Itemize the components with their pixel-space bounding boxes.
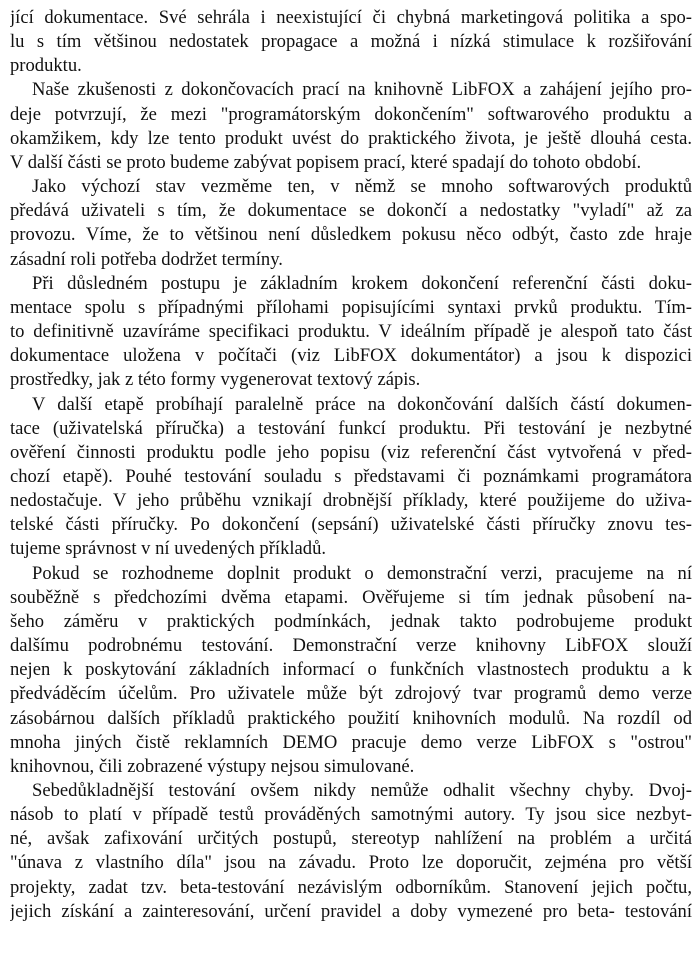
text-line: V další etapě probíhají paralelně práce na dokončování dalších částí dokumen- [32, 393, 692, 415]
paragraph [10, 78, 692, 175]
text-line: Naše zkušenosti z dokončovacích prací na knihovně LibFOX a zahájení jejího pro- [32, 79, 692, 101]
text-line: nedostačuje. V jeho průběhu vznikají drobnější příklady, které použijeme do uživa- [10, 490, 692, 512]
text-line: provozu. Víme, že to většinou není důsledkem pokusu něco odbýt, často zde hraje [10, 224, 692, 246]
text-line: projekty, zadat tzv. beta-testování nezávislým odborníkům. Stanovení jejich počtu, [10, 876, 692, 898]
text-line: telské části příručky. Po dokončení (sepsání) uživatelské části příručky znovu tes- [10, 514, 692, 536]
text-line: jící dokumentace. Své sehrála i neexistující či chybná marketingová politika a spo- [10, 7, 692, 28]
text-line: to definitivně uzavíráme specifikaci produktu. V ideálním případě je alespoň tato část [10, 321, 692, 343]
text-line: tace (uživatelská příručka) a testování funkcí produktu. Při testování je nezbytné [10, 417, 692, 439]
text-line: Sebedůkladnější testování ovšem nikdy nemůže odhalit všechny chyby. Dvoj- [32, 780, 692, 801]
paragraph [10, 562, 692, 779]
text-line: zásadní roli potřeba dodržet termíny. [10, 248, 283, 270]
text-line: zásobárnou dalších příkladů praktického použití knihovních modulů. Na rozdíl od [10, 707, 692, 729]
text-line: předává uživateli s tím, že dokumentace se dokončí a nedostatky "vyladí" až za [10, 200, 692, 222]
document-body [10, 6, 692, 924]
text-line: mnoha jiných čistě reklamních DEMO pracuje demo verze LibFOX s "ostrou" [10, 731, 692, 753]
text-line: dokumentace uložena v počítači (viz LibFOX dokumentátor) a jsou k dispozici [10, 345, 692, 367]
text-line: násob to platí v případě testů prováděných samotnými autory. Ty jsou sice nezbyt- [10, 804, 692, 826]
paragraph [10, 175, 692, 272]
text-line: tujeme správnost v ní uvedených příkladů. [10, 538, 327, 560]
text-line: produktu. [10, 55, 82, 77]
text-line: předváděcím účelům. Pro uživatele může být zdrojový tvar programů demo verze [10, 683, 692, 705]
paragraph [10, 6, 692, 78]
text-line: knihovnou, čili zobrazené výstupy nejsou simulované. [10, 755, 415, 777]
text-line: dalšímu podrobnému testování. Demonstrační verze knihovny LibFOX slouží [10, 635, 692, 657]
text-line: Jako výchozí stav vezměme ten, v němž se mnoho softwarových produktů [32, 176, 692, 198]
text-line: Při důsledném postupu je základním krokem dokončení referenční části doku- [32, 272, 692, 294]
paragraph [10, 272, 692, 393]
text-line: jejich získání a zainteresování, určení pravidel a doby vymezené pro beta- testování [10, 900, 692, 922]
text-line: šeho záměru v praktických podmínkách, jednak takto podrobujeme produkt [10, 610, 692, 632]
text-line: V další části se proto budeme zabývat popisem prací, které spadají do tohoto období. [10, 151, 642, 173]
text-line: né, avšak zafixování určitých postupů, stereotyp nahlížení na problém a určitá [10, 828, 692, 850]
text-line: souběžně s předchozími dvěma etapami. Ověřujeme si tím jednak působení na- [10, 586, 692, 608]
text-line: nejen k poskytování základních informací o funkčních vlastnostech produktu a k [10, 659, 692, 681]
text-line: lu s tím většinou nedostatek propagace a možná i nízká stimulace k rozšiřování [10, 31, 692, 53]
paragraph [10, 393, 692, 562]
text-line: deje potvrzují, že mezi "programátorským dokončením" softwarového produktu a [10, 103, 692, 125]
text-line: chozí etapě). Pouhé testování souladu s představami či poznámkami programátora [10, 465, 692, 487]
text-line: "únava z vlastního díla" jsou na závadu. Proto lze doporučit, zejména pro větší [10, 852, 692, 874]
text-line: ověření činnosti produktu podle jeho popisu (viz referenční část vytvořená v před- [10, 441, 692, 463]
paragraph [10, 779, 692, 924]
text-line: Pokud se rozhodneme doplnit produkt o demonstrační verzi, pracujeme na ní [32, 562, 692, 584]
text-line: okamžikem, kdy lze tento produkt uvést do praktického života, je ještě dlouhá cesta. [10, 127, 692, 149]
text-line: mentace spolu s případnými přílohami popisujícími syntaxi prvků produktu. Tím- [10, 296, 692, 318]
text-line: prostředky, jak z této formy vygenerovat textový zápis. [10, 369, 421, 391]
